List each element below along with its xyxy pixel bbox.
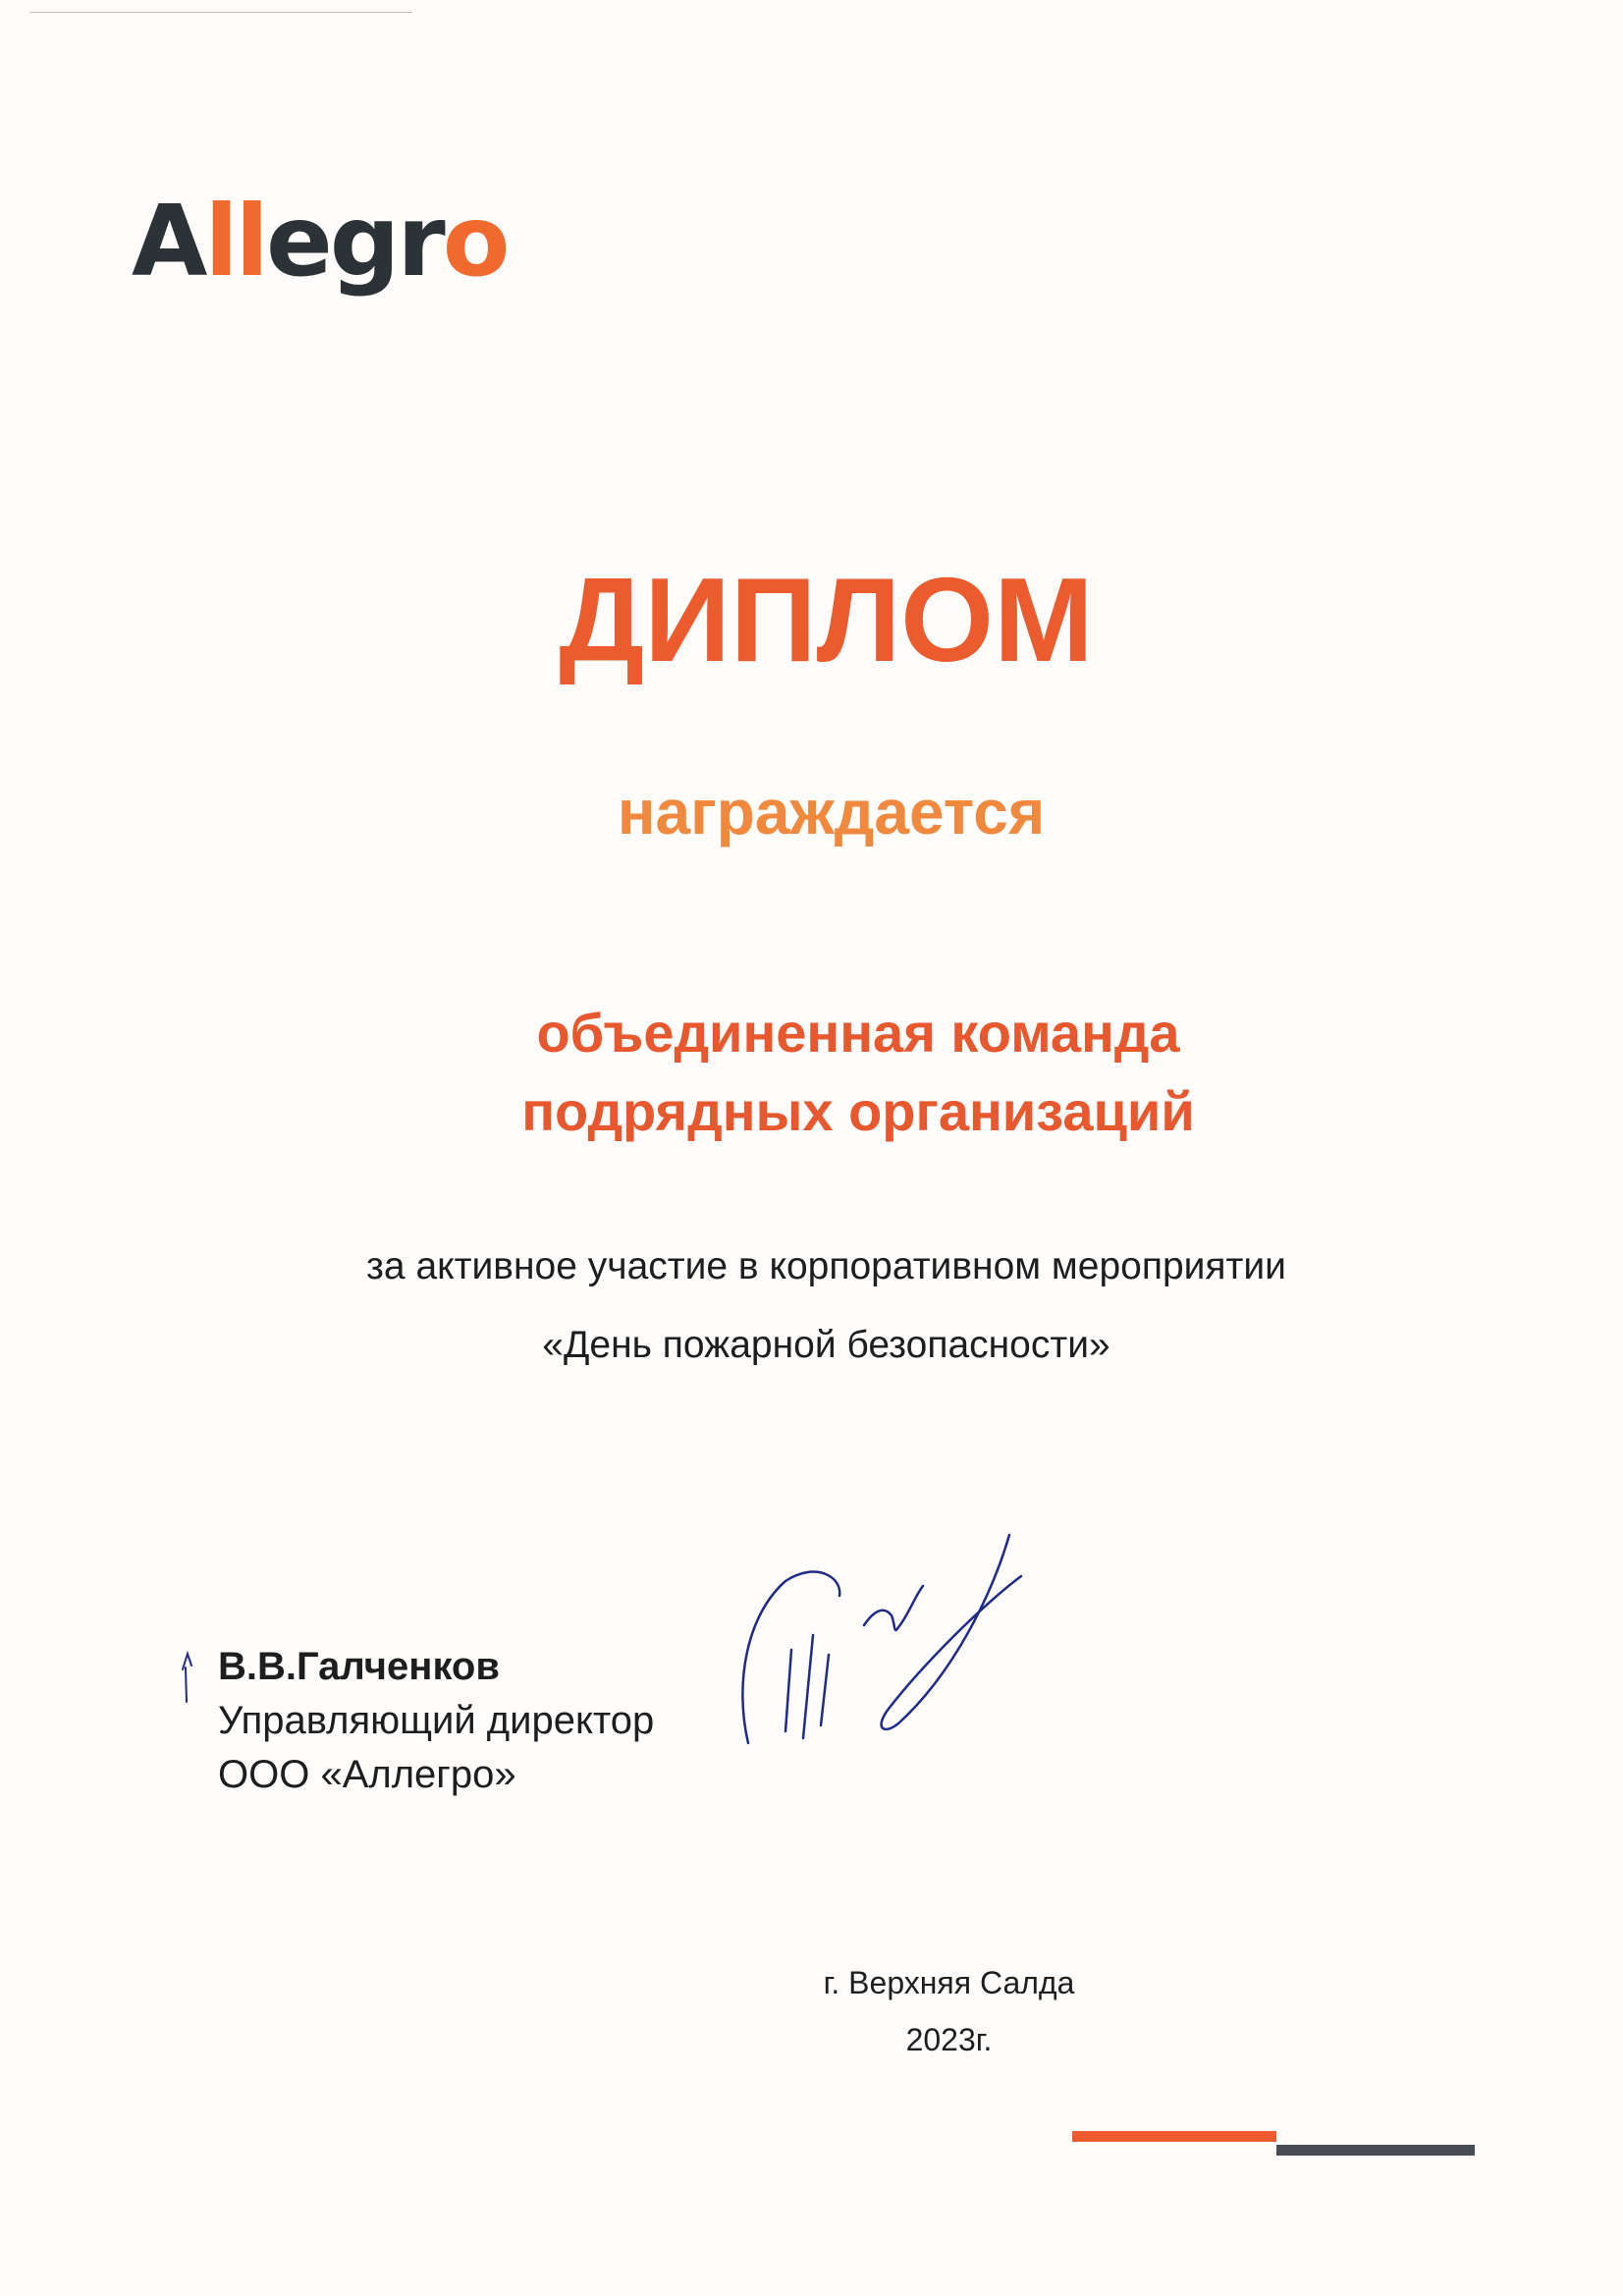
award-reason [0,1228,1623,1385]
signer-company: ООО «Аллегро» [218,1753,516,1796]
diploma-title: ДИПЛОМ [559,553,1094,686]
scan-edge-line [29,12,412,13]
allegro-logo [132,184,508,299]
logo-part-1: A [132,184,205,299]
recipient-line-2: подрядных организаций [521,1080,1195,1142]
year: 2023г. [905,2022,993,2057]
awarded-label: награждается [617,777,1046,847]
pen-tick-mark [177,1648,206,1707]
decorative-bar-gray [1276,2145,1475,2156]
signer-block [218,1640,654,1802]
city: г. Верхняя Салда [823,1965,1075,2000]
signer-position: Управляющий директор [218,1699,655,1742]
logo-accent-mid: ll [204,184,266,299]
place-and-date [0,1954,1623,2068]
signer-name: В.В.Галченков [218,1645,500,1688]
recipient [0,994,1623,1151]
reason-line-2: «День пожарной безопасности» [542,1324,1110,1366]
logo-part-2: egr [265,184,443,299]
handwritten-signature [727,1517,1041,1777]
recipient-line-1: объединенная команда [536,1002,1180,1064]
logo-accent-end: o [442,184,508,299]
decorative-bar-orange [1072,2131,1276,2142]
reason-line-1: за активное участие в корпоративном мероприятии [366,1245,1286,1287]
